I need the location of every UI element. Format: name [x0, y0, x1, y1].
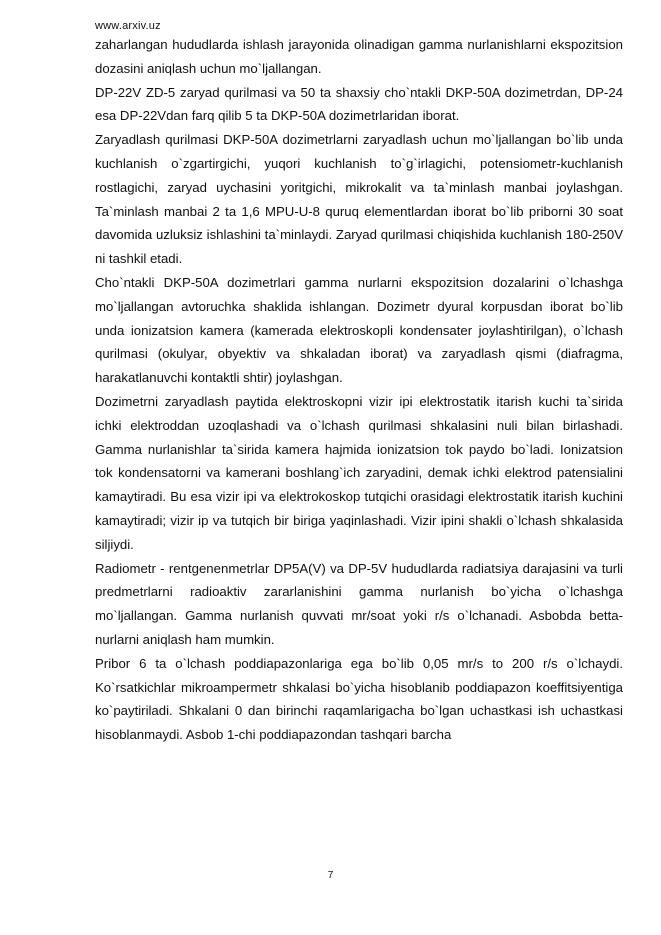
paragraph-continuation: zaharlangan hududlarda ishlash jarayonida olinadigan gamma nurlanishlarni ekspozitsion dozasini aniqlash uchun mo`ljallangan. — [95, 37, 623, 76]
paragraph-radiometer: Radiometr - rentgenenmetrlar DP5A(V) va DP-5V hududlarda radiatsiya darajasini va turli predmetrlarni radioaktiv zararlanishini gamma nurlanish bo`yicha o`lchashga mo`ljallangan. Gamma nurlanish quvvati mr/soat yoki r/s o`lchanadi. Asbobda betta-nurlarni aniqlash ham mumkin. — [95, 560, 623, 647]
paragraph-charging-process: Dozimetrni zaryadlash paytida elektroskopni vizir ipi elektrostatik itarish kuchi ta`sirida ichki elektroddan uzoqlashadi va o`lchash qurilmasi shkalasini nuli bilan birlashadi. Gamma nurlanishlar ta`sirida kamera hajmida ionizatsion tok paydo bo`ladi. Ionizatsion tok kondensatorni va kamerani boshlang`ich zaryadini, demak ichki elektrod patensialini kamaytiradi. Bu esa vizir ipi va elektrokoskop tutqichi orasidagi elektrostatik itarish kuchini kamaytiradi; vizir ip va tutqich bir biriga yaqinlashadi. Vizir ipini shakli o`lchash shkalasida siljiydi. — [95, 393, 623, 552]
site-header: www.arxiv.uz — [95, 20, 161, 32]
document-page — [95, 20, 623, 747]
paragraph-pocket-dosimeter: Cho`ntakli DKP-50A dozimetrlari gamma nurlarni ekspozitsion dozalarini o`lchashga mo`ljallangan avtoruchka shaklida ishlangan. Dozimetr dyural korpusdan iborat bo`lib unda ionizatsion kamera (kamerada elektroskopli kondensater joylashtirilgan), o`lchash qurilmasi (okulyar, obyektiv va shkaladan iborat) va zaryadlash qismi (diafragma, harakatlanuvchi kontaktli shtir) joylashgan. — [95, 274, 623, 386]
paragraph-charging-device: Zaryadlash qurilmasi DKP-50A dozimetrlarni zaryadlash uchun mo`ljallangan bo`lib unda kuchlanish o`zgartirgichi, yuqori kuchlanish to`g`irlagichi, potensiometr-kuchlanish rostlagichi, zaryad uychasini yoritgichi, mikrokalit va ta`minlash manbai joylashgan. Ta`minlash manbai 2 ta 1,6 MPU-U-8 quruq elementlardan iborat bo`lib priborni 30 soat davomida uzluksiz ishlashini ta`minlaydi. Zaryad qurilmasi chiqishida kuchlanish 180-250V ni tashkil etadi. — [95, 132, 623, 267]
page-number: 7 — [327, 870, 334, 881]
paragraph-dp22v: DP-22V ZD-5 zaryad qurilmasi va 50 ta shaxsiy cho`ntakli DKP-50A dozimetrdan, DP-24 esa DP-22Vdan farq qilib 5 ta DKP-50A dozimetrlaridan iborat. — [95, 84, 623, 124]
paragraph-subranges: Pribor 6 ta o`lchash poddiapazonlariga ega bo`lib 0,05 mr/s to 200 r/s o`lchaydi. Ko`rsatkichlar mikroampermetr shkalasi bo`yicha hisoblanib poddiapazon koeffitsiyentiga ko`paytiriladi. Shkalani 0 dan birinchi raqamlarigacha bo`lgan uchastkasi ish uchastkasi hisoblanmaydi. Asbob 1-chi poddiapazondan tashqari barcha — [95, 655, 623, 743]
